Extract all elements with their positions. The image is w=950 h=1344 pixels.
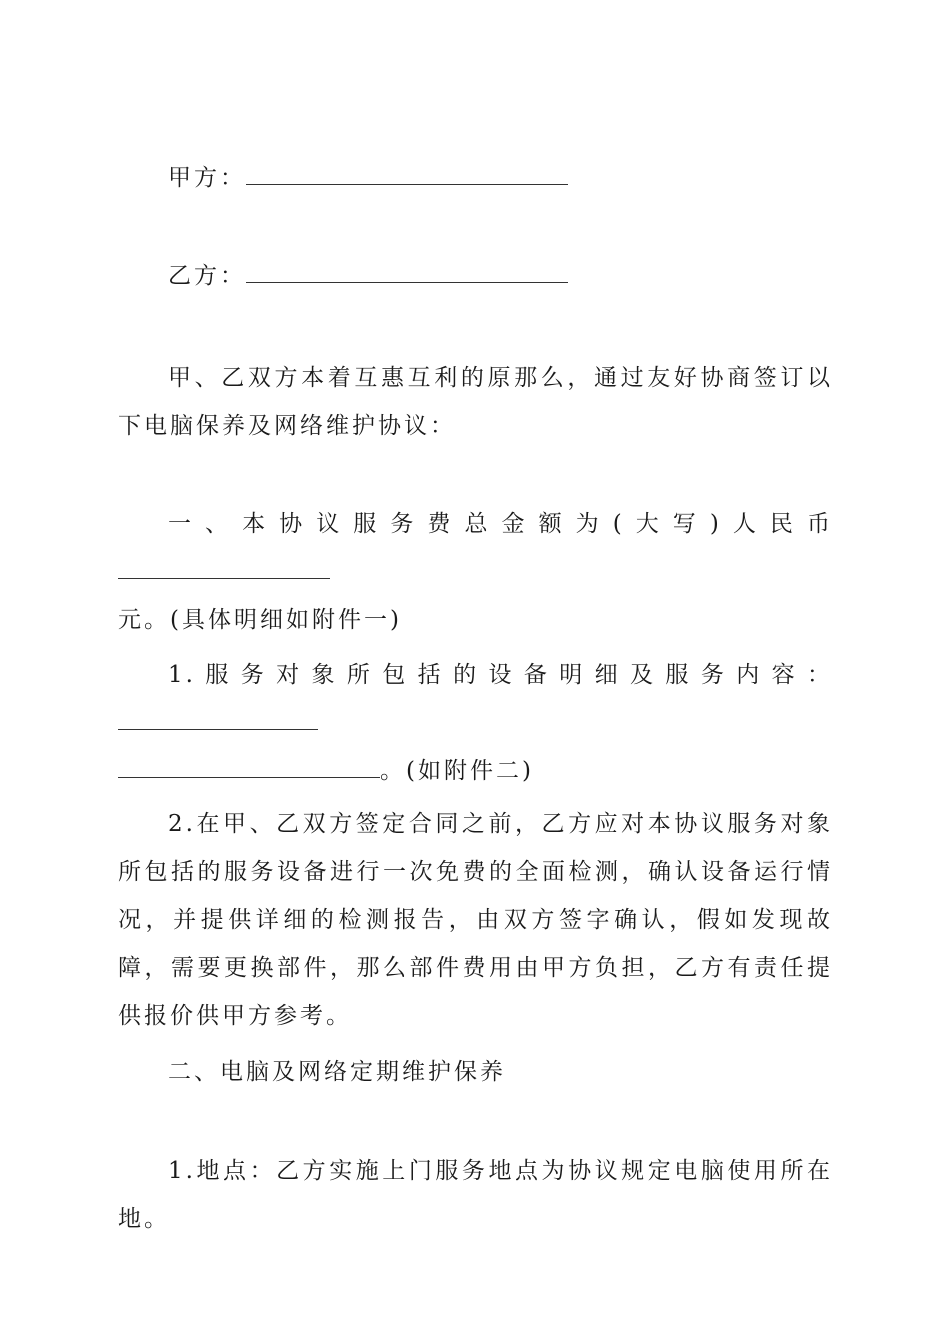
- party-b-label: 乙方：: [168, 263, 246, 289]
- party-a-blank: [246, 164, 568, 185]
- intro-paragraph: 甲、乙双方本着互惠互利的原那么，通过友好协商签订以下电脑保养及网络维护协议：: [118, 365, 833, 439]
- clause-1-suffix: 元。(具体明细如附件一): [118, 607, 402, 633]
- item-1-1-paragraph: [118, 651, 833, 795]
- clause-1-paragraph: [118, 500, 833, 644]
- party-b-line: [118, 252, 833, 300]
- party-a-label: 甲方：: [168, 165, 246, 191]
- item-1-1-prefix: 1.服务对象所包括的设备明细及服务内容：: [168, 662, 833, 688]
- item-1-2-paragraph: 2.在甲、乙双方签定合同之前，乙方应对本协议服务对象所包括的服务设备进行一次免费的全面检测，确认设备运行情况，并提供详细的检测报告，由双方签字确认，假如发现故障，需要更换部件，那么部件费用由甲方负担，乙方有责任提供报价供甲方参考。: [118, 811, 833, 1029]
- clause-2-heading: 二、电脑及网络定期维护保养: [168, 1059, 506, 1085]
- item-1-1-suffix: 。(如附件二): [380, 758, 534, 784]
- party-a-line: [118, 154, 833, 202]
- service-content-blank-2: [118, 757, 380, 778]
- party-b-blank: [246, 262, 568, 283]
- service-content-blank-1: [118, 709, 318, 730]
- item-2-1-paragraph: 1.地点：乙方实施上门服务地点为协议规定电脑使用所在地。: [118, 1158, 833, 1232]
- clause-1-prefix: 一、本协议服务费总金额为(大写)人民币: [168, 511, 833, 537]
- amount-blank: [118, 558, 330, 579]
